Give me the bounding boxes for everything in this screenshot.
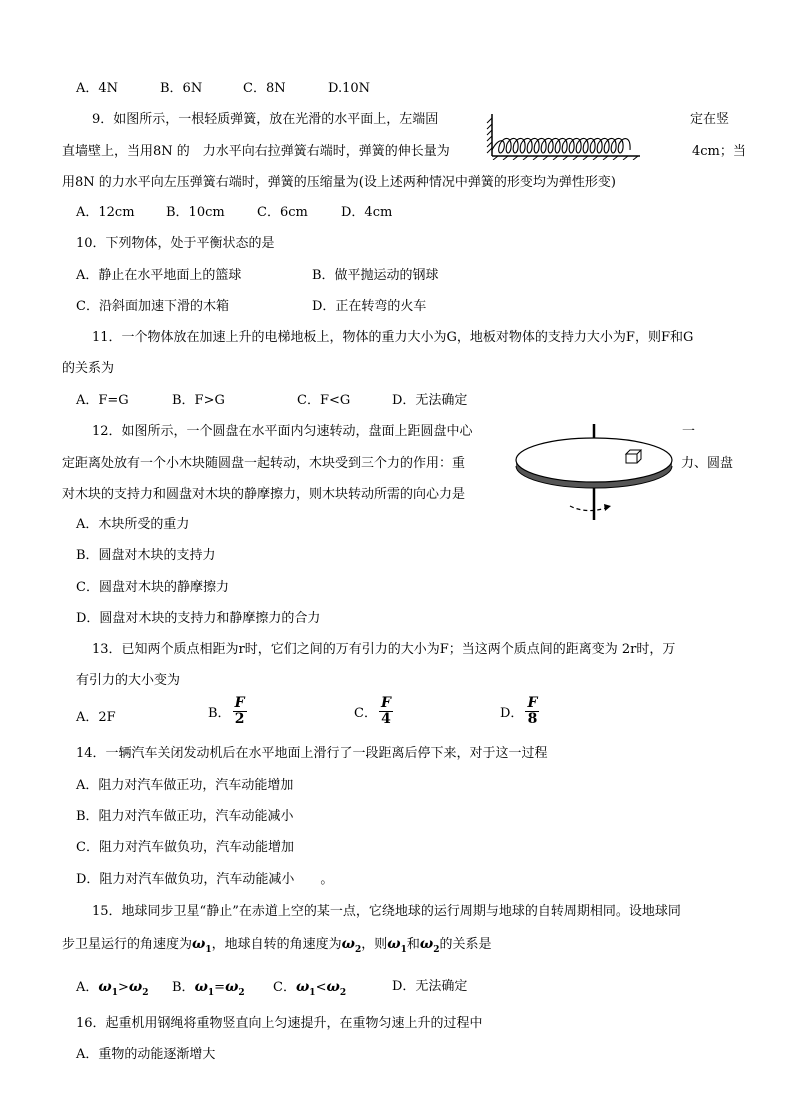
q11-option-b: B．F>G (172, 393, 225, 408)
omega1-symbol: $\omega_1$ (387, 936, 407, 955)
q10-option-b: B．做平抛运动的钢球 (312, 268, 439, 283)
q8-option-c: C．8N (243, 81, 286, 96)
q13-option-c (354, 696, 393, 727)
q9-line1-right: 定在竖 (690, 112, 730, 127)
q9-option-c: C．6cm (257, 205, 308, 220)
q12-line2-left: 定距离处放有一个小木块随圆盘一起转动，木块受到三个力的作用：重 (62, 456, 466, 471)
q13-option-c-numerator: F (380, 695, 391, 711)
q16-stem: 16．起重机用钢绳将重物竖直向上匀速提升，在重物匀速上升的过程中 (76, 1016, 483, 1031)
q15-text-c: ，则 (361, 937, 388, 952)
q11-line1: 11．一个物体放在加速上升的电梯地板上，物体的重力大小为G，地板对物体的支持力大小为F，则F和G (92, 330, 694, 345)
q12-line1-right: 一 (682, 424, 696, 439)
q12-option-a: A．木块所受的重力 (76, 517, 190, 532)
q11-option-d: D．无法确定 (392, 393, 468, 408)
q13-option-d-numerator: F (527, 695, 538, 711)
q13-option-a: A．2F (76, 710, 116, 725)
q9-line2-right: 4cm；当 (692, 144, 746, 159)
q15-text-d: 和 (406, 937, 420, 952)
q11-option-a: A．F=G (76, 393, 129, 408)
q15-text-b: ，地球自转的角速度为 (211, 937, 342, 952)
q15-option-b: B．$\omega_1=\omega_2$ (172, 979, 245, 998)
q12-line3: 对木块的支持力和圆盘对木块的静摩擦力，则木块转动所需的向心力是 (62, 487, 466, 502)
q12-option-d: D．圆盘对木块的支持力和静摩擦力的合力 (76, 611, 321, 626)
q12-line2-right: 力、圆盘 (681, 456, 734, 471)
q9-option-d: D．4cm (341, 205, 393, 220)
q13-option-d-denominator: 8 (527, 711, 538, 727)
q15-option-a: A．$\omega_1>\omega_2$ (76, 979, 149, 998)
q15-option-d: D．无法确定 (392, 979, 468, 994)
q14-option-a: A．阻力对汽车做正功，汽车动能增加 (76, 778, 294, 793)
q15-line2 (62, 935, 492, 959)
q10-option-a: A．静止在水平地面上的篮球 (76, 268, 242, 283)
omega2-symbol: $\omega_2$ (419, 936, 440, 955)
q12-line1-left: 12．如图所示，一个圆盘在水平面内匀速转动，盘面上距圆盘中心 (92, 424, 473, 439)
spring-wall-icon (484, 112, 644, 160)
q15-option-c: C．$\omega_1<\omega_2$ (273, 979, 347, 998)
q13-option-d-label: D． (500, 706, 524, 721)
q8-option-a: A．4N (76, 81, 119, 96)
q14-option-c: C．阻力对汽车做负功，汽车动能增加 (76, 840, 294, 855)
q8-option-d: D.10N (328, 81, 371, 96)
q15-line1: 15．地球同步卫星“静止”在赤道上空的某一点，它绕地球的运行周期与地球的自转周期相同。设地球同 (92, 904, 681, 919)
q11-option-c: C．F<G (297, 393, 351, 408)
q9-line2-left: 直墙壁上，当用8N 的 力水平向右拉弹簧右端时，弹簧的伸长量为 (62, 144, 450, 159)
q8-option-b: B．6N (160, 81, 203, 96)
q9-option-a: A．12cm (76, 205, 135, 220)
q13-option-c-label: C． (354, 706, 377, 721)
q15-text-e: 的关系是 (439, 937, 492, 952)
q13-option-b (208, 696, 247, 727)
q13-option-b-label: B． (208, 706, 231, 721)
q10-stem: 10．下列物体，处于平衡状态的是 (76, 236, 275, 251)
q9-line3: 用8N 的力水平向左压弹簧右端时，弹簧的压缩量为(设上述两种情况中弹簧的形变均为弹性形变) (62, 175, 616, 190)
q15-text-a: 步卫星运行的角速度为 (62, 937, 193, 952)
q13-option-c-fraction (379, 696, 393, 727)
q13-option-b-denominator: 2 (234, 711, 245, 727)
q10-option-d: D．正在转弯的火车 (312, 299, 427, 314)
q13-option-d-fraction (525, 696, 539, 727)
q9-line1-left: 9．如图所示，一根轻质弹簧，放在光滑的水平面上，左端固 (92, 112, 439, 127)
q13-option-b-fraction (233, 696, 247, 727)
q13-line2: 有引力的大小变为 (76, 673, 181, 688)
q9-option-b: B．10cm (166, 205, 225, 220)
q13-line1: 13．已知两个质点相距为r时，它们之间的万有引力的大小为F；当这两个质点间的距离变为 2r时，万 (92, 642, 676, 657)
q16-option-a: A．重物的动能逐渐增大 (76, 1047, 216, 1062)
q13-option-b-numerator: F (234, 695, 245, 711)
q14-option-b: B．阻力对汽车做正功，汽车动能减小 (76, 809, 294, 824)
q10-option-c: C．沿斜面加速下滑的木箱 (76, 299, 229, 314)
q14-option-d: D．阻力对汽车做负功，汽车动能减小 。 (76, 872, 334, 887)
omega2-symbol: $\omega_2$ (341, 936, 362, 955)
q13-option-d (500, 696, 539, 727)
omega1-symbol: $\omega_1$ (192, 936, 212, 955)
q14-stem: 14．一辆汽车关闭发动机后在水平地面上滑行了一段距离后停下来，对于这一过程 (76, 746, 548, 761)
q11-line2: 的关系为 (62, 361, 115, 376)
rotating-disk-icon (512, 422, 676, 522)
q12-option-c: C．圆盘对木块的静摩擦力 (76, 580, 229, 595)
q12-option-b: B．圆盘对木块的支持力 (76, 548, 216, 563)
q13-option-c-denominator: 4 (381, 711, 391, 727)
